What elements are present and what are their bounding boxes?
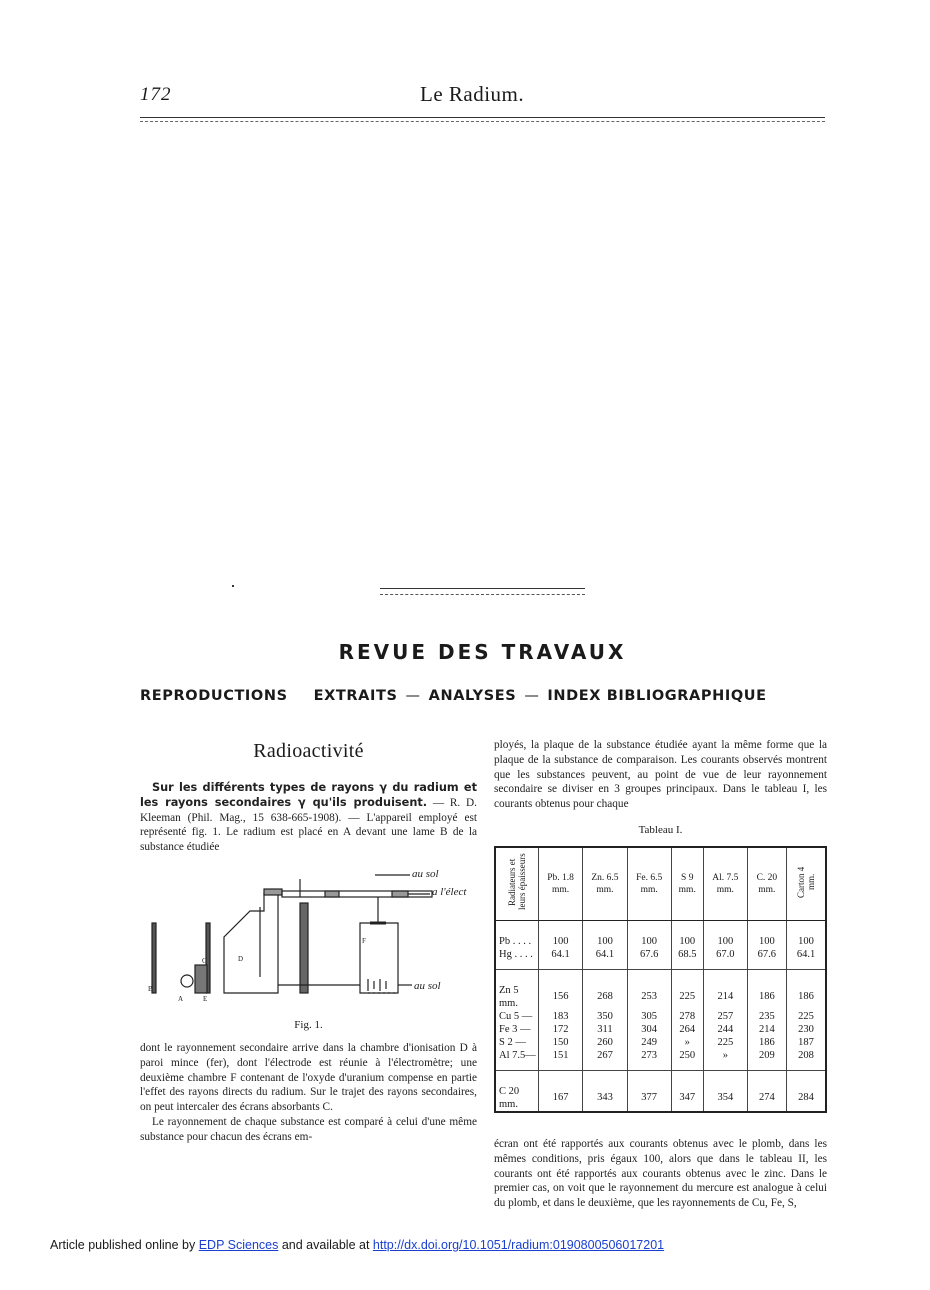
table-body (495, 920, 826, 1112)
table-cell: 264 (671, 1023, 703, 1036)
left-column (140, 740, 477, 1145)
table-cell: 267 (583, 1049, 628, 1071)
table-header-row (495, 847, 826, 921)
section-ornament-rule (380, 588, 585, 589)
table-cell: 100 (704, 920, 748, 948)
table-row (495, 1023, 826, 1036)
table-cell: 214 (704, 969, 748, 1010)
table-cell: 230 (787, 1023, 827, 1036)
left-paragraph-2: Le rayonnement de chaque substance est comparé à celui d'une même substance pour chacun des écrans em- (140, 1115, 477, 1143)
table-cell: 225 (787, 1010, 827, 1023)
subheader-extraits: EXTRAITS (313, 688, 398, 704)
table-cell: 172 (539, 1023, 583, 1036)
table-cell: 156 (539, 969, 583, 1010)
table-cell: 100 (627, 920, 671, 948)
table-cell: 249 (627, 1036, 671, 1049)
column-header: Pb. 1.8 mm. (539, 847, 583, 921)
table-cell: 305 (627, 1010, 671, 1023)
table-row (495, 1070, 826, 1112)
table-cell: 284 (787, 1070, 827, 1112)
section-subheader (140, 688, 830, 704)
subheader-index: INDEX BIBLIOGRAPHIQUE (547, 688, 767, 704)
footer-note (50, 1238, 664, 1252)
table-cell: 100 (787, 920, 827, 948)
column-header: Carton 4 mm. (787, 847, 827, 921)
right-column (494, 738, 827, 1211)
table-cell: 350 (583, 1010, 628, 1023)
table-row (495, 969, 826, 1010)
table-cell: 214 (747, 1023, 786, 1036)
row-label: S 2 — (499, 1036, 526, 1048)
section-title: REVUE DES TRAVAUX (338, 640, 627, 664)
table-cell: 347 (671, 1070, 703, 1112)
table-cell: 354 (704, 1070, 748, 1112)
subheader-separator: — (405, 688, 421, 704)
label-au-sol-top: au sol (412, 867, 439, 880)
table-cell: 235 (747, 1010, 786, 1023)
doi-link[interactable]: http://dx.doi.org/10.1051/radium:0190800506017201 (372, 1238, 665, 1252)
table-cell: 67.0 (704, 948, 748, 970)
column-header: Fe. 6.5 mm. (627, 847, 671, 921)
row-label: Fe 3 — (499, 1023, 531, 1035)
figure-caption: Fig. 1. (294, 1018, 323, 1031)
row-label: Cu 5 — (499, 1010, 533, 1022)
subheader-separator: — (524, 688, 540, 704)
table-cell: 260 (583, 1036, 628, 1049)
article-title: Sur les différents types de rayons γ du radium et les rayons secondaires γ qu'ils produisent. (140, 781, 477, 809)
table-cell: 150 (539, 1036, 583, 1049)
page-number: 172 (140, 84, 172, 105)
table-cell: 64.1 (787, 948, 827, 970)
table-cell: 186 (787, 969, 827, 1010)
table-cell: 225 (704, 1036, 748, 1049)
subheader-analyses: ANALYSES (428, 688, 517, 704)
table-cell: 343 (583, 1070, 628, 1112)
table-cell: 100 (583, 920, 628, 948)
right-paragraph-2: écran ont été rapportés aux courants obtenus avec le plomb, dans les mêmes conditions, pris égaux 100, alors que dans le tableau II, les courants ont été rapportés aux courants obtenus avec le zinc. Dans le premier cas, on voit que le rayonnement du mercure est analogue à celui du plomb, et dans le deuxième, que les rayonnements de Cu, Fe, S, (494, 1137, 827, 1210)
right-paragraph-1: ployés, la plaque de la substance étudiée ayant la même forme que la plaque de la substance de comparaison. Les courants observés montrent que les substances peuvent, au point de vue de leur rayonnement secondaire se diviser en 3 groupes principaux. Dans le tableau I, les courants obtenus pour chaque (494, 739, 827, 811)
column-header: S 9 mm. (671, 847, 703, 921)
row-label: Zn 5 mm. (499, 984, 519, 1009)
column-header: C. 20 mm. (747, 847, 786, 921)
label-a-l-elect: a l'élect (432, 885, 467, 898)
table-cell: 209 (747, 1049, 786, 1071)
table-cell: 187 (787, 1036, 827, 1049)
footer-middle: and available at (278, 1238, 373, 1252)
rubric-heading: Radioactivité (253, 740, 364, 762)
apparatus-figure (140, 867, 477, 1017)
section-ornament-rule-secondary (380, 594, 585, 595)
left-paragraph-1: dont le rayonnement secondaire arrive dans la chambre d'ionisation D à paroi mince (fer), dont l'électrode est réunie à l'électromètre; une deuxième chambre F contenant de l'oxyde d'uranium compense en partie l'effet des rayons directs du radium. Sur le trajet des rayons secondaires, on peut intercaler des écrans absorbants C. (140, 1041, 477, 1114)
table-cell: 68.5 (671, 948, 703, 970)
table-cell: 64.1 (539, 948, 583, 970)
table-corner-header: Radiateurs et leurs épaisseurs (495, 847, 539, 921)
table-cell: 225 (671, 969, 703, 1010)
label-F: F (362, 936, 366, 945)
table-cell: 100 (671, 920, 703, 948)
table-cell: » (671, 1036, 703, 1049)
table-cell: 253 (627, 969, 671, 1010)
journal-title: Le Radium. (420, 82, 525, 106)
publisher-link[interactable]: EDP Sciences (198, 1238, 279, 1252)
table-caption: Tableau I. (638, 823, 683, 836)
table-row (495, 1049, 826, 1071)
table-cell: 273 (627, 1049, 671, 1071)
table-cell: 244 (704, 1023, 748, 1036)
table-cell: 186 (747, 1036, 786, 1049)
table-cell: 250 (671, 1049, 703, 1071)
row-label: C 20 mm. (499, 1085, 520, 1110)
table-cell: 377 (627, 1070, 671, 1112)
table-cell: 100 (747, 920, 786, 948)
footer-prefix: Article published online by (50, 1238, 199, 1252)
table-row (495, 1010, 826, 1023)
article-heading (140, 781, 477, 855)
table-cell: 67.6 (747, 948, 786, 970)
column-header: Zn. 6.5 mm. (583, 847, 628, 921)
table-cell: 208 (787, 1049, 827, 1071)
apparatus-diagram (140, 867, 477, 1017)
table-row (495, 1036, 826, 1049)
table-cell: 64.1 (583, 948, 628, 970)
table-row (495, 948, 826, 970)
table-cell: 304 (627, 1023, 671, 1036)
row-label: Pb . . . . (499, 935, 532, 947)
label-C: C (202, 956, 207, 965)
table-cell: 183 (539, 1010, 583, 1023)
label-B: B (148, 984, 153, 993)
table-cell: 100 (539, 920, 583, 948)
article-intro: L'appareil employé est représenté fig. 1. Le radium est placé en A devant une lame B de la substance étudiée (140, 811, 477, 854)
label-au-sol-bottom: au sol (414, 979, 441, 992)
table-cell: 268 (583, 969, 628, 1010)
table-cell: 186 (747, 969, 786, 1010)
row-label: Al 7.5— (495, 1049, 539, 1071)
stray-mark (232, 585, 234, 587)
table-cell: 67.6 (627, 948, 671, 970)
label-A: A (178, 994, 184, 1003)
label-D: D (238, 954, 244, 963)
table-cell: » (704, 1049, 748, 1071)
table-cell: 274 (747, 1070, 786, 1112)
table-cell: 151 (539, 1049, 583, 1071)
header-rule-secondary (140, 121, 825, 122)
subheader-reproductions: REPRODUCTIONS (140, 688, 288, 704)
header-rule (140, 117, 825, 118)
table-cell: 278 (671, 1010, 703, 1023)
label-E: E (203, 994, 208, 1003)
article-byline: — R. D. Kleeman (Phil. Mag., 15 638-665-1908). — (140, 796, 477, 824)
data-table (494, 846, 827, 1113)
table-cell: 167 (539, 1070, 583, 1112)
table-cell: 257 (704, 1010, 748, 1023)
table-cell: 311 (583, 1023, 628, 1036)
row-label: Hg . . . . (495, 948, 539, 970)
table-row (495, 920, 826, 948)
column-header: Al. 7.5 mm. (704, 847, 748, 921)
